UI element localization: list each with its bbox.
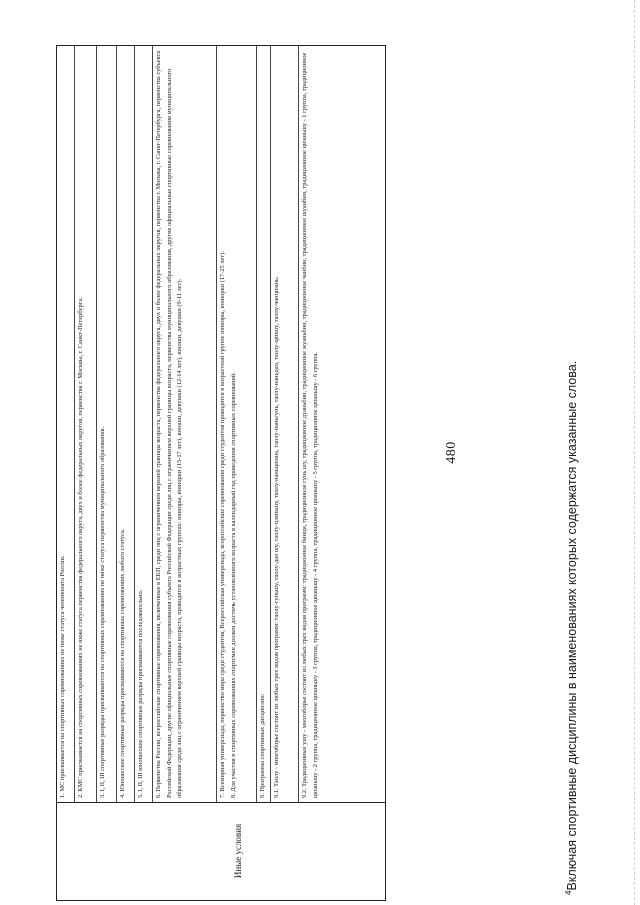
- table-row: 3. I, II, III спортивные разряды присваиваются на спортивных соревнованиях не ниже статуса первенства муниципального образования.: [97, 46, 117, 802]
- table-row: 1. МС присваивается на спортивных соревнованиях не ниже статуса чемпионата России.: [57, 46, 75, 802]
- footnote-marker: 4: [564, 890, 573, 895]
- table-row: 2. КМС присваивается на спортивных соревнованиях не ниже статуса первенства федерального округа, двух и более федеральных округов, первенства г. Москвы, г. Санкт-Петербурга.: [75, 46, 97, 802]
- other-conditions-label: Иные условия: [233, 823, 243, 879]
- table-row: 9.2. Традиционные ушу - многоборье состоит из любых трех видов программ: традиционное бинци, традиционное гунь шу, традиционное дуаньбин, традиционное жуаньбин, традиционное чанбин, традиционное шуанбин, традиционное цюаньшу - 1 группа, традиционное цюаньшу - 2 группа, традиционное цюаньшу - 3 группа, традиционное цюаньшу - 4 группа, традиционное цюаньшу - 5 группа, традиционное цюаньшу - 6 группа.: [301, 52, 319, 798]
- table-row: 9.1. Таолу - многоборье состоит из любых трех видов программ: таолу-гуньшу, таолу-дао шу, таолу-цзяньшу, таолу-наньцюань, таолу-наньгунь, таолу-наньдао, таолу-цяншу, таолу-чанцюань.: [271, 46, 299, 802]
- table-left-cell: [57, 802, 385, 900]
- table-row: 9. Программа спортивных дисциплин:: [257, 46, 271, 802]
- footnote-text: Включая спортивные дисциплины в наименованиях которых содержатся указанные слова.: [565, 360, 580, 891]
- table-row: 6. Первенства России, всероссийские спортивные соревнования, включенные в ЕКП, среди лиц с ограничением верхней границы возраста, первенства федерального округа, двух и более федеральных округов, первенства г. Москвы, г. Санкт-Петербурга, первенства субъекта Российской Федерации, другие официальные спортивные соревнования субъекта Российской Федерации среди лиц с ограничением верхней границы возраста, первенства муниципального образования, другие официальные спортивные соревнования муниципального образования среди лиц с ограничением верхней границы возраста, проводятся в возрастных группах: юниоры, юниорки (15-17 лет), юноши, девушки (12-14 лет), юноши, девушки (9-11 лет).: [153, 46, 217, 802]
- table-row: 5. I, II, III юношеские спортивные разряды присваиваются последовательно.: [135, 46, 153, 802]
- conditions-table: [56, 45, 386, 901]
- footnote: [564, 15, 579, 895]
- scan-edge-line: [634, 0, 636, 905]
- table-row: 4. Юношеские спортивные разряды присваиваются на спортивных соревнованиях любого статуса.: [117, 46, 135, 802]
- table-row-continuation: 8. Для участия в спортивных соревнованиях спортсмен должен достичь установленного возраста в календарный год проведения спортивных соревнований.: [229, 372, 237, 798]
- table-right-cell: [57, 46, 385, 802]
- page-number: 480: [444, 441, 459, 464]
- table-row: 7. Всемирная универсиада, первенство мира среди студентов, Всероссийская универсиада, всероссийские соревнования среди студентов проводятся в возрастной группе юниоры, юниорки (17-25 лет). 8. Для участия в спортивных соревнованиях спортсмен должен достичь установленного возраста в календарный год проведения спортивных соревнований.: [217, 46, 257, 802]
